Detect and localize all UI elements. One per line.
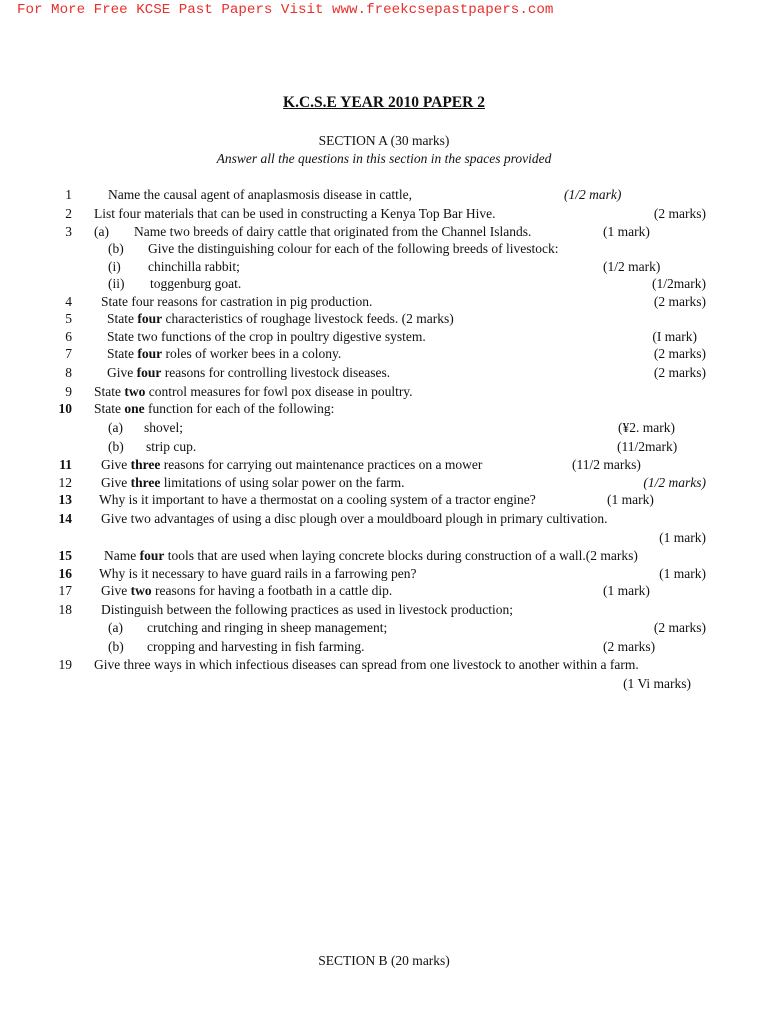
question-text	[107, 310, 454, 328]
question-keyword: two	[124, 384, 146, 399]
question-8	[0, 364, 768, 382]
question-keyword: four	[139, 548, 165, 563]
website-banner: For More Free KCSE Past Papers Visit www.freekcsepastpapers.com	[17, 2, 554, 18]
question-11	[0, 456, 768, 474]
question-6	[0, 328, 768, 346]
question-text	[101, 582, 392, 600]
question-text-start: State	[107, 346, 134, 361]
question-17	[0, 582, 768, 600]
question-text-start: State	[107, 311, 134, 326]
question-text: Give two advantages of using a disc plough over a mouldboard plough in primary cultivation.	[101, 511, 608, 526]
question-keyword: two	[130, 583, 152, 598]
question-7	[0, 345, 768, 363]
question-number: 11	[59, 457, 72, 472]
question-text: Name two breeds of dairy cattle that originated from the Channel Islands.	[134, 224, 532, 239]
question-text: cropping and harvesting in fish farming.	[147, 639, 365, 654]
question-label: (a)	[108, 620, 123, 635]
question-text-start: Give	[101, 475, 128, 490]
question-marks: (2 marks)	[653, 206, 706, 221]
question-label: (b)	[108, 439, 124, 454]
question-13	[0, 491, 768, 509]
question-text: shovel;	[144, 420, 183, 435]
question-marks: (2 marks)	[653, 346, 706, 361]
question-10b	[0, 438, 768, 456]
paper-title: K.C.S.E YEAR 2010 PAPER 2	[283, 94, 485, 111]
question-1	[0, 186, 768, 204]
question-text-end: control measures for fowl pox disease in poultry.	[148, 384, 413, 399]
question-text: toggenburg goat.	[150, 276, 242, 291]
question-text	[94, 383, 413, 401]
question-text: Give three ways in which infectious diseases can spread from one livestock to another within a farm.	[94, 657, 639, 672]
question-label: (b)	[108, 241, 124, 256]
question-16	[0, 565, 768, 583]
question-text-end: reasons for carrying out maintenance practices on a mower	[163, 457, 483, 472]
question-marks: (1 mark)	[603, 583, 650, 598]
question-18a	[0, 619, 768, 637]
question-3a	[0, 223, 768, 241]
question-marks: (2 marks)	[653, 294, 706, 309]
question-text	[94, 400, 334, 418]
question-keyword: four	[137, 311, 163, 326]
question-marks: (¥2. mark)	[618, 420, 675, 435]
question-label: (b)	[108, 639, 124, 654]
question-marks: (1 mark)	[607, 492, 654, 507]
question-19	[0, 656, 768, 674]
question-9	[0, 383, 768, 401]
question-18	[0, 601, 768, 619]
question-text-end: reasons for having a footbath in a cattle dip.	[155, 583, 393, 598]
question-text-start: State	[94, 384, 121, 399]
question-marks: (I mark)	[652, 329, 697, 344]
question-number: 3	[65, 224, 72, 239]
question-text-end: reasons for controlling livestock diseases.	[164, 365, 391, 380]
question-text: crutching and ringing in sheep management;	[147, 620, 388, 635]
question-number: 1	[65, 187, 72, 202]
question-number: 16	[58, 566, 72, 581]
question-marks: (2 marks)	[653, 620, 706, 635]
question-12	[0, 474, 768, 492]
question-label: (a)	[108, 420, 123, 435]
question-number: 7	[65, 346, 72, 361]
question-text: State two functions of the crop in poultry digestive system.	[107, 329, 426, 344]
question-text-end: limitations of using solar power on the farm.	[163, 475, 405, 490]
question-10	[0, 400, 768, 418]
question-text-end: function for each of the following:	[148, 401, 335, 416]
question-marks: (11/2mark)	[617, 439, 678, 454]
question-number: 2	[65, 206, 72, 221]
question-number: 4	[65, 294, 72, 309]
question-label: (a)	[94, 224, 109, 239]
question-number: 12	[58, 475, 72, 490]
question-keyword: three	[130, 475, 161, 490]
question-marks: (2 marks)	[603, 639, 656, 654]
question-15	[0, 547, 768, 565]
question-text	[104, 547, 638, 565]
section-instructions: Answer all the questions in this section in the spaces provided	[216, 151, 552, 166]
question-text: Why is it important to have a thermostat on a cooling system of a tractor engine?	[99, 492, 536, 507]
section-a-heading: SECTION A (30 marks)	[318, 133, 450, 148]
question-text	[107, 364, 390, 382]
question-marks: (1/2mark)	[652, 276, 706, 291]
question-text: Name the causal agent of anaplasmosis disease in cattle,	[108, 187, 413, 202]
question-number: 17	[58, 583, 72, 598]
question-marks: (1/2 mark)	[603, 259, 661, 274]
question-marks: (1 mark)	[659, 530, 706, 545]
question-text: State four reasons for castration in pig production.	[101, 294, 373, 309]
question-marks: (2 marks)	[653, 365, 706, 380]
question-text-start: Name	[104, 548, 137, 563]
question-3b-i	[0, 258, 768, 276]
question-4	[0, 293, 768, 311]
question-2	[0, 205, 768, 223]
question-text-start: Give	[101, 583, 128, 598]
question-number: 5	[65, 311, 72, 326]
question-number: 14	[58, 511, 72, 526]
question-text-start: State	[94, 401, 121, 416]
question-keyword: four	[136, 365, 162, 380]
question-marks: (1 mark)	[603, 224, 650, 239]
question-marks: (1/2 mark)	[564, 187, 622, 202]
question-3b	[0, 240, 768, 258]
section-b-heading: SECTION B (20 marks)	[318, 953, 450, 968]
question-marks: (1 Vi marks)	[623, 676, 691, 691]
question-number: 15	[58, 548, 72, 563]
question-text-end: roles of worker bees in a colony.	[165, 346, 342, 361]
question-text-end: tools that are used when laying concrete blocks during construction of a wall.(2 marks)	[167, 548, 638, 563]
question-text: Why is it necessary to have guard rails in a farrowing pen?	[99, 566, 417, 581]
question-text: strip cup.	[146, 439, 197, 454]
question-marks: (1 mark)	[659, 566, 706, 581]
question-number: 13	[58, 492, 72, 507]
question-text: List four materials that can be used in constructing a Kenya Top Bar Hive.	[94, 206, 496, 221]
question-number: 8	[65, 365, 72, 380]
question-text-start: Give	[101, 457, 128, 472]
question-keyword: one	[124, 401, 145, 416]
question-10a	[0, 419, 768, 437]
question-number: 9	[65, 384, 72, 399]
question-label: (ii)	[108, 276, 125, 291]
question-number: 10	[58, 401, 72, 416]
question-text	[101, 456, 482, 474]
question-marks: (11/2 marks)	[572, 457, 641, 472]
question-3b-ii	[0, 275, 768, 293]
question-text	[101, 474, 404, 492]
question-number: 18	[58, 602, 72, 617]
question-text: chinchilla rabbit;	[148, 259, 240, 274]
question-keyword: three	[130, 457, 161, 472]
question-text	[107, 345, 341, 363]
question-19-marks-line	[0, 675, 768, 693]
question-18b	[0, 638, 768, 656]
question-text-start: Give	[107, 365, 134, 380]
question-marks: (1/2 marks)	[643, 475, 706, 490]
question-label: (i)	[108, 259, 121, 274]
question-number: 19	[58, 657, 72, 672]
question-number: 6	[65, 329, 72, 344]
question-5	[0, 310, 768, 328]
question-text-end: characteristics of roughage livestock feeds. (2 marks)	[165, 311, 454, 326]
question-text: Distinguish between the following practices as used in livestock production;	[101, 602, 514, 617]
question-14	[0, 510, 768, 528]
question-text: Give the distinguishing colour for each of the following breeds of livestock:	[148, 241, 559, 256]
question-keyword: four	[137, 346, 163, 361]
question-14-marks-line	[0, 529, 768, 547]
